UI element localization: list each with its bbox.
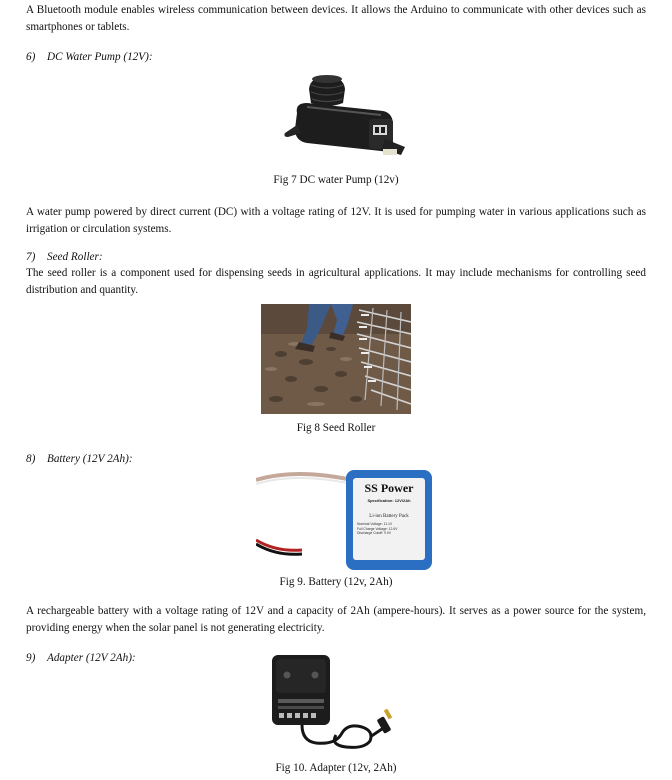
roller-heading-title: Seed Roller: bbox=[47, 251, 103, 263]
battery-heading bbox=[26, 451, 133, 467]
dc-water-pump-image bbox=[283, 73, 413, 165]
battery-label-line3: Discharge Cutoff: 9.0V bbox=[357, 531, 392, 535]
roller-heading bbox=[26, 249, 103, 265]
roller-paragraph: The seed roller is a component used for dispensing seeds in agricultural applications. It may include mechanisms for controlling seed distribution and quantity. bbox=[26, 267, 646, 296]
battery-label-line2: Full Charge Voltage: 12.6V bbox=[357, 526, 398, 531]
pump-heading bbox=[26, 49, 153, 65]
battery-paragraph: A rechargeable battery with a voltage rating of 12V and a capacity of 2Ah (ampere-hours). It serves as a power source for the system, providing energy when the solar panel is not generating electricity. bbox=[26, 605, 646, 634]
bluetooth-paragraph: A Bluetooth module enables wireless communication between devices. It allows the Arduino to communicate with other devices such as smartphones or tablets. bbox=[26, 4, 646, 33]
roller-heading-number: 7) bbox=[26, 251, 36, 263]
pump-caption: Fig 7 DC water Pump (12v) bbox=[273, 174, 399, 186]
battery-caption: Fig 9. Battery (12v, 2Ah) bbox=[279, 576, 393, 588]
adapter-heading-number: 9) bbox=[26, 652, 36, 664]
battery-heading-number: 8) bbox=[26, 453, 36, 465]
pump-heading-number: 6) bbox=[26, 51, 36, 63]
battery-label-details bbox=[357, 522, 423, 536]
battery-label-brand: SS Power bbox=[364, 481, 414, 495]
seed-roller-image bbox=[261, 304, 411, 414]
battery-label-line1: Nominal Voltage: 11.1V bbox=[357, 522, 393, 526]
adapter-heading bbox=[26, 650, 136, 666]
pump-paragraph: A water pump powered by direct current (DC) with a voltage rating of 12V. It is used for pumping water in various applications such as irrigation or circulation systems. bbox=[26, 206, 646, 235]
battery-label-type: Li-ion Battery Pack bbox=[369, 514, 409, 519]
battery-label-spec: Specification: 12V/2Ah bbox=[367, 498, 411, 503]
battery-heading-title: Battery (12V 2Ah): bbox=[47, 453, 133, 465]
adapter-caption: Fig 10. Adapter (12v, 2Ah) bbox=[275, 762, 397, 774]
adapter-image bbox=[266, 653, 406, 753]
pump-heading-title: DC Water Pump (12V): bbox=[47, 51, 153, 63]
battery-image bbox=[256, 466, 432, 572]
adapter-heading-title: Adapter (12V 2Ah): bbox=[47, 652, 136, 664]
roller-caption: Fig 8 Seed Roller bbox=[296, 422, 376, 434]
